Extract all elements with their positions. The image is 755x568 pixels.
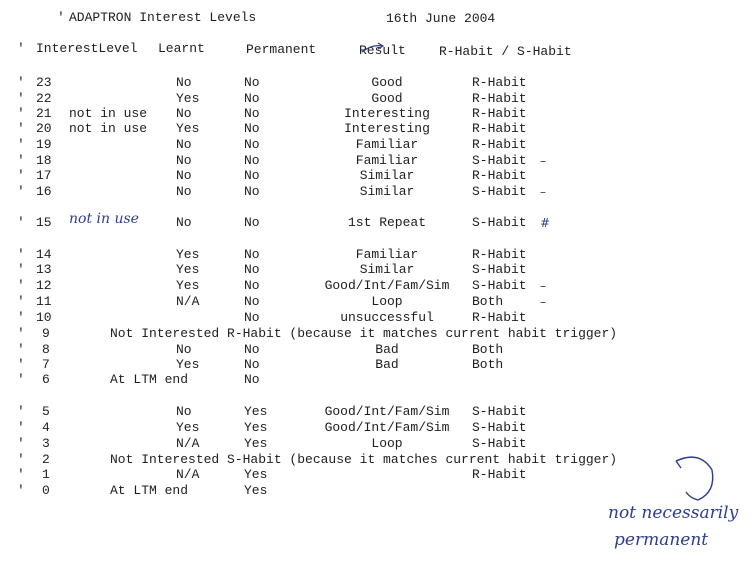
curved-arrowhead [676, 458, 684, 468]
learnt-value: No [176, 75, 192, 90]
learnt-value: No [176, 342, 192, 357]
row-tick: ' [17, 215, 25, 230]
learnt-value: No [176, 153, 192, 168]
column-header-permanent: Permanent [246, 42, 317, 57]
row-tick: ' [17, 372, 25, 387]
learnt-value: No [176, 137, 192, 152]
result-value: Familiar [355, 137, 419, 152]
permanent-value: No [244, 247, 260, 262]
learnt-value: Yes [176, 420, 200, 435]
column-header-result: Result [359, 43, 406, 58]
not-in-use-note: not in use [69, 106, 148, 121]
learnt-value: Yes [176, 247, 200, 262]
result-value: Interesting [344, 121, 430, 136]
row-tick: ' [17, 420, 25, 435]
row-tick: ' [17, 121, 25, 136]
interest-level-value: 20 [36, 121, 52, 136]
habit-value: S-Habit [472, 436, 527, 451]
interest-level-value: 1 [42, 467, 50, 482]
interest-level-value: 8 [42, 342, 50, 357]
row-tick: ' [17, 310, 25, 325]
permanent-value: Yes [244, 467, 268, 482]
habit-value: R-Habit [472, 137, 527, 152]
permanent-value: Yes [244, 420, 268, 435]
interest-level-value: 13 [36, 262, 52, 277]
learnt-value: No [176, 184, 192, 199]
interest-level-value: 2 [42, 452, 50, 467]
habit-value: S-Habit [472, 420, 527, 435]
permanent-value: No [244, 137, 260, 152]
row-tick: ' [17, 137, 25, 152]
permanent-value: Yes [244, 483, 268, 498]
learnt-value: Yes [176, 278, 200, 293]
row-tick: ' [17, 278, 25, 293]
permanent-value: No [244, 121, 260, 136]
permanent-value: No [244, 153, 260, 168]
result-value: Similar [359, 168, 415, 183]
interest-level-value: 9 [42, 326, 50, 341]
column-header-learnt: Learnt [158, 41, 205, 56]
row-tick: ' [17, 404, 25, 419]
column-header-interest-level: InterestLevel [36, 41, 138, 56]
handwritten-note-line1: not necessarily [608, 503, 739, 523]
learnt-value: No [176, 168, 192, 183]
row-tick: ' [17, 184, 25, 199]
handwritten-margin-mark: – [540, 154, 546, 168]
interest-level-value: 19 [36, 137, 52, 152]
column-header-habit: R-Habit / S-Habit [439, 44, 572, 59]
learnt-value: Yes [176, 357, 200, 372]
document-date: 16th June 2004 [386, 11, 496, 26]
column-header-tick: ' [17, 41, 25, 56]
learnt-value: No [176, 215, 192, 230]
learnt-value: N/A [176, 467, 200, 482]
row-tick: ' [17, 483, 25, 498]
row-span-text: Not Interested R-Habit (because it matches current habit trigger) [110, 326, 618, 341]
row-tick: ' [17, 326, 25, 341]
permanent-value: No [244, 184, 260, 199]
row-span-text: Not Interested S-Habit (because it matches current habit trigger) [110, 452, 618, 467]
result-value: Interesting [344, 106, 430, 121]
habit-value: S-Habit [472, 215, 527, 230]
permanent-value: Yes [244, 436, 268, 451]
permanent-value: No [244, 215, 260, 230]
handwritten-margin-mark: – [540, 185, 546, 199]
habit-value: R-Habit [472, 121, 527, 136]
interest-level-value: 11 [36, 294, 52, 309]
permanent-value: No [244, 75, 260, 90]
row-tick: ' [17, 106, 25, 121]
habit-value: Both [472, 342, 504, 357]
result-value: Bad [375, 357, 399, 372]
habit-value: R-Habit [472, 168, 527, 183]
handwritten-margin-mark: # [540, 216, 551, 230]
permanent-value: No [244, 168, 260, 183]
curved-arrow-mark [676, 457, 713, 500]
habit-value: R-Habit [472, 91, 527, 106]
row-tick: ' [17, 467, 25, 482]
habit-value: R-Habit [472, 106, 527, 121]
habit-value: R-Habit [472, 467, 527, 482]
row-tick: ' [17, 294, 25, 309]
learnt-value: No [176, 106, 192, 121]
not-in-use-note: not in use [69, 121, 148, 136]
habit-value: R-Habit [472, 247, 527, 262]
handwritten-note-not-in-use: not in use [69, 211, 139, 227]
result-value: Loop [371, 436, 403, 451]
result-value: Similar [359, 262, 415, 277]
interest-level-value: 7 [42, 357, 50, 372]
interest-level-value: 18 [36, 153, 52, 168]
interest-level-value: 3 [42, 436, 50, 451]
result-value: Good/Int/Fam/Sim [324, 420, 450, 435]
learnt-value: Yes [176, 91, 200, 106]
interest-level-value: 17 [36, 168, 52, 183]
interest-level-value: 4 [42, 420, 50, 435]
result-value: Similar [359, 184, 415, 199]
learnt-value: Yes [176, 262, 200, 277]
permanent-value: No [244, 372, 260, 387]
permanent-value: No [244, 262, 260, 277]
permanent-value: Yes [244, 404, 268, 419]
habit-value: R-Habit [472, 75, 527, 90]
habit-value: Both [472, 294, 504, 309]
result-value: 1st Repeat [347, 215, 426, 230]
handwritten-margin-mark: – [540, 295, 546, 309]
result-value: Familiar [355, 153, 419, 168]
row-span-text: At LTM end [110, 483, 189, 498]
result-value: Familiar [355, 247, 419, 262]
row-tick: ' [17, 436, 25, 451]
result-value: Bad [375, 342, 399, 357]
result-value: Good/Int/Fam/Sim [324, 278, 450, 293]
result-value: Good [371, 91, 403, 106]
interest-level-value: 15 [36, 215, 52, 230]
handwritten-margin-mark: – [540, 279, 546, 293]
learnt-value: Yes [176, 121, 200, 136]
interest-level-value: 22 [36, 91, 52, 106]
row-tick: ' [17, 91, 25, 106]
habit-value: S-Habit [472, 404, 527, 419]
interest-level-value: 21 [36, 106, 52, 121]
result-value: unsuccessful [340, 310, 434, 325]
handwritten-note-line2: permanent [614, 530, 709, 550]
result-value: Loop [371, 294, 403, 309]
habit-value: S-Habit [472, 153, 527, 168]
learnt-value: N/A [176, 436, 200, 451]
interest-level-value: 5 [42, 404, 50, 419]
permanent-value: No [244, 357, 260, 372]
permanent-value: No [244, 294, 260, 309]
habit-value: Both [472, 357, 504, 372]
row-tick: ' [17, 342, 25, 357]
interest-level-value: 23 [36, 75, 52, 90]
row-tick: ' [17, 452, 25, 467]
permanent-value: No [244, 91, 260, 106]
permanent-value: No [244, 106, 260, 121]
result-value: Good/Int/Fam/Sim [324, 404, 450, 419]
habit-value: R-Habit [472, 310, 527, 325]
habit-value: S-Habit [472, 278, 527, 293]
interest-level-value: 6 [42, 372, 50, 387]
row-tick: ' [17, 357, 25, 372]
row-tick: ' [17, 262, 25, 277]
row-tick: ' [17, 153, 25, 168]
habit-value: S-Habit [472, 184, 527, 199]
permanent-value: No [244, 310, 260, 325]
interest-level-value: 16 [36, 184, 52, 199]
permanent-value: No [244, 342, 260, 357]
row-tick: ' [17, 75, 25, 90]
document-title: ADAPTRON Interest Levels [69, 10, 257, 25]
row-span-text: At LTM end [110, 372, 189, 387]
learnt-value: N/A [176, 294, 200, 309]
header-tick: ' [57, 10, 65, 25]
permanent-value: No [244, 278, 260, 293]
interest-level-value: 10 [36, 310, 52, 325]
row-tick: ' [17, 168, 25, 183]
learnt-value: No [176, 404, 192, 419]
interest-level-value: 12 [36, 278, 52, 293]
result-value: Good [371, 75, 403, 90]
habit-value: S-Habit [472, 262, 527, 277]
row-tick: ' [17, 247, 25, 262]
interest-level-value: 0 [42, 483, 50, 498]
interest-level-value: 14 [36, 247, 52, 262]
